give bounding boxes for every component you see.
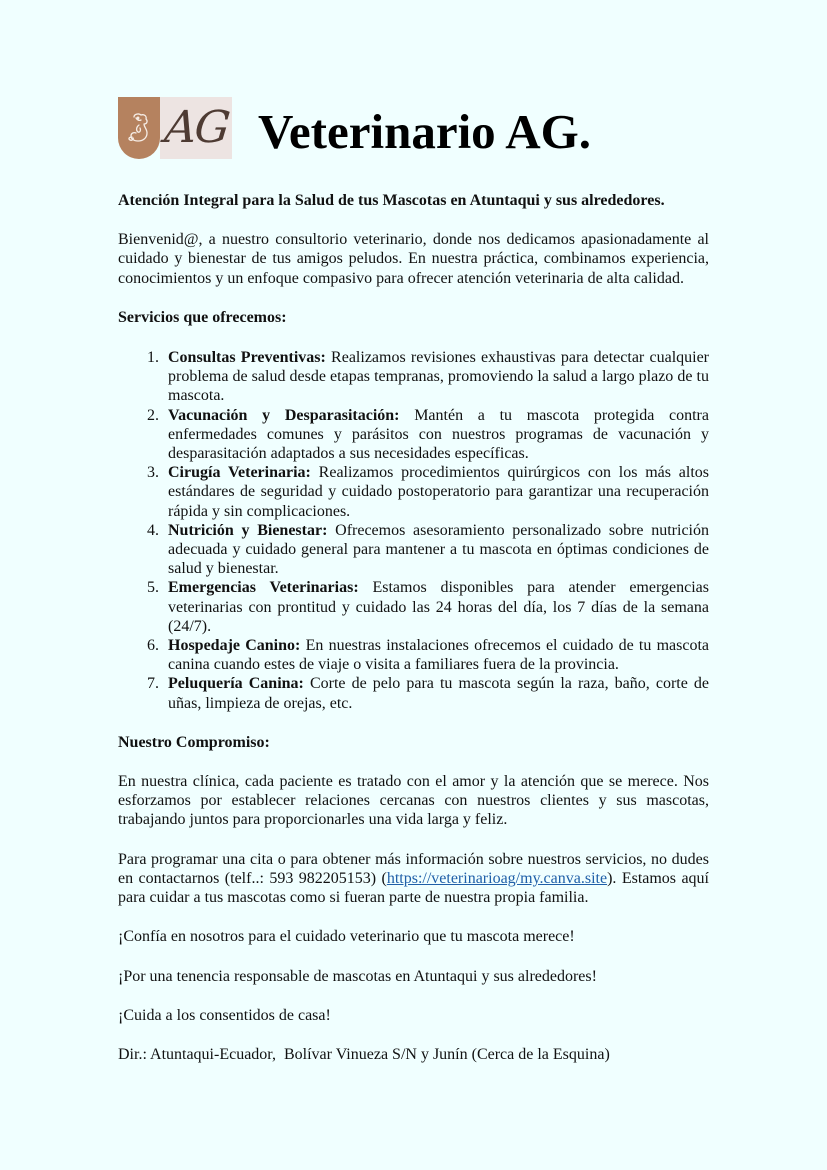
item-description: Realizamos revisiones exhaustivas para detectar cualquier problema de salud desde etapas tempranas, promoviendo la salud a largo plazo de tu mascota.	[168, 349, 710, 405]
list-item	[118, 348, 709, 406]
contact-paragraph	[118, 850, 709, 908]
item-description: Realizamos procedimientos quirúrgicos con los más altos estándares de seguridad y cuidado postoperatorio para garantizar una recuperación rápida y sin complicaciones.	[168, 464, 710, 520]
list-item	[118, 674, 709, 712]
list-item	[118, 578, 709, 636]
item-text	[168, 406, 709, 464]
item-title: Nutrición y Bienestar:	[168, 521, 328, 539]
item-number: 5.	[147, 579, 159, 597]
item-title: Vacunación y Desparasitación:	[168, 406, 400, 424]
item-description: Estamos disponibles para atender emergencias veterinarias con prontitud y cuidado las 24 horas del día, los 7 días de la semana (24/7).	[168, 579, 709, 635]
list-item	[118, 636, 709, 674]
document-page	[118, 96, 709, 1064]
item-description: Corte de pelo para tu mascota según la raza, baño, corte de uñas, limpieza de orejas, etc.	[168, 675, 710, 712]
item-title: Peluquería Canina:	[168, 675, 304, 693]
item-title: Emergencias Veterinarias:	[168, 579, 359, 597]
item-text	[168, 348, 709, 406]
item-title: Cirugía Veterinaria:	[168, 464, 311, 482]
subtitle: Atención Integral para la Salud de tus Mascotas en Atuntaqui y sus alrededores.	[118, 192, 665, 209]
list-item	[118, 463, 709, 521]
item-title: Hospedaje Canino:	[168, 637, 301, 655]
pet-lineart-icon	[125, 111, 153, 145]
page-title: Veterinario AG.	[258, 103, 591, 159]
item-text	[168, 674, 709, 712]
logo-shield	[118, 97, 160, 159]
item-number: 2.	[147, 406, 159, 424]
item-text	[168, 463, 709, 521]
item-description: Mantén a tu mascota protegida contra enfermedades comunes y parásitos con nuestros programas de vacunación y desparasitación adaptados a sus necesidades específicas.	[168, 406, 709, 463]
item-number: 4.	[147, 521, 159, 539]
item-text	[168, 578, 709, 636]
header	[118, 96, 709, 160]
list-item	[118, 521, 709, 579]
address: Dir.: Atuntaqui-Ecuador, Bolívar Vinueza S/N y Junín (Cerca de la Esquina)	[118, 1045, 610, 1063]
commitment-heading: Nuestro Compromiso:	[118, 733, 270, 751]
services-heading: Servicios que ofrecemos:	[118, 308, 287, 326]
item-number: 7.	[147, 675, 159, 693]
slogan-2: ¡Por una tenencia responsable de mascotas en Atuntaqui y sus alrededores!	[118, 967, 597, 985]
services-list	[118, 348, 709, 713]
contact-text-after: ). Estamos aquí para cuidar a tus mascotas como si fueran parte de nuestra propia familia.	[118, 869, 710, 907]
list-item	[118, 406, 709, 464]
item-description: Ofrecemos asesoramiento personalizado sobre nutrición adecuada y cuidado general para mantener a tu mascota en óptimas condiciones de salud y bienestar.	[168, 521, 709, 578]
slogan-1: ¡Confía en nosotros para el cuidado veterinario que tu mascota merece!	[118, 928, 575, 946]
logo	[118, 97, 232, 159]
item-description: En nuestras instalaciones ofrecemos el cuidado de tu mascota canina cuando estes de viaje o visita a familiares fuera de la provincia.	[168, 637, 710, 674]
item-text	[168, 636, 709, 674]
website-link[interactable]: https://veterinarioag/my.canva.site	[386, 869, 608, 887]
item-number: 6.	[147, 637, 159, 655]
item-number: 1.	[147, 349, 159, 367]
commitment-paragraph: En nuestra clínica, cada paciente es tratado con el amor y la atención que se merece. Nos esforzamos por establecer relaciones cercanas con nuestros clientes y sus mascotas, trabajando juntos para proporcionarles una vida larga y feliz.	[118, 773, 709, 829]
intro-paragraph: Bienvenid@, a nuestro consultorio veterinario, donde nos dedicamos apasionadamente al cuidado y bienestar de tus amigos peludos. En nuestra práctica, combinamos experiencia, conocimientos y un enfoque compasivo para ofrecer atención veterinaria de alta calidad.	[118, 231, 709, 287]
item-number: 3.	[147, 464, 159, 482]
slogan-3: ¡Cuida a los consentidos de casa!	[118, 1006, 331, 1024]
contact-text-before: Para programar una cita o para obtener más información sobre nuestros servicios, no dudes en contactarnos (telf..: 593 982205153) (	[118, 850, 709, 887]
item-title: Consultas Preventivas:	[168, 349, 326, 367]
logo-panel	[160, 97, 232, 159]
logo-initials: AG	[161, 102, 231, 153]
item-text	[168, 521, 709, 579]
